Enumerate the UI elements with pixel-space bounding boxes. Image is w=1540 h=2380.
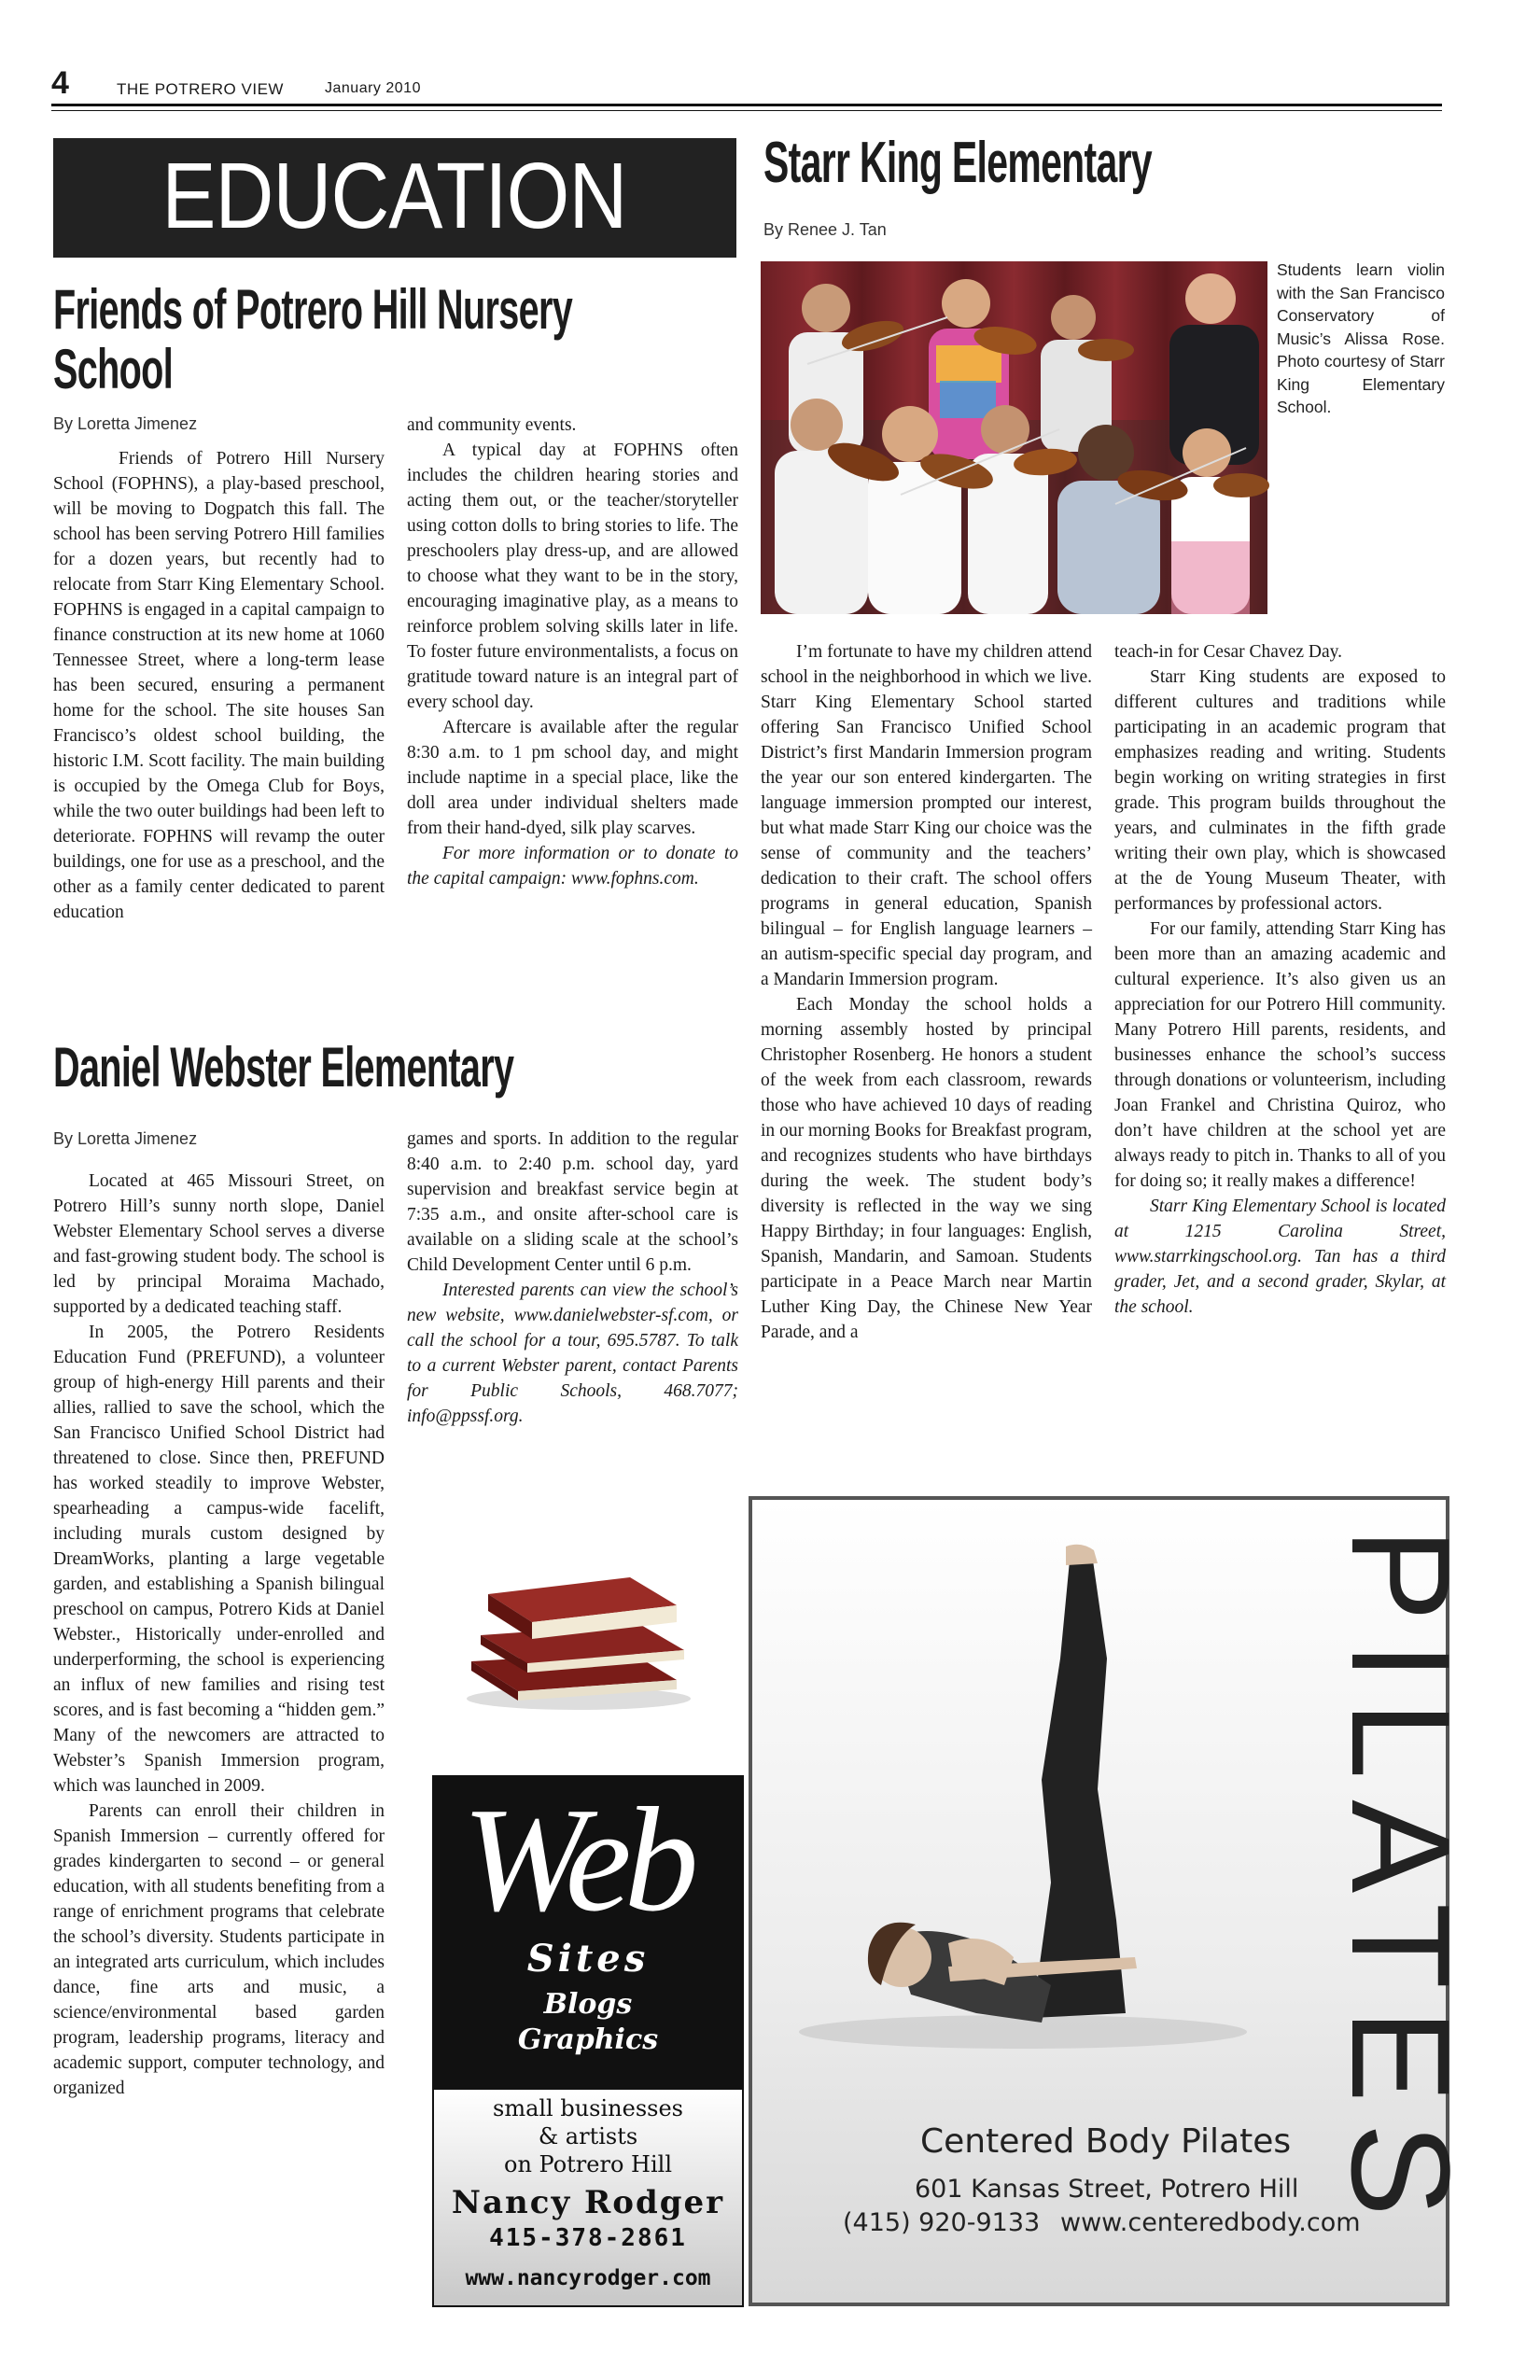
paragraph: teach-in for Cesar Chavez Day. xyxy=(1114,642,1342,662)
paragraph: Starr King students are exposed to different cultures and traditions while participating in an academic program that emphasizes reading and writing. Students begin working on writing strategies in first grade. This program builds throughout the years, and culminates in the fifth grade writing their own play, which is showcased at the de Young Museum Theater, with performances by professional actors. xyxy=(1114,667,1446,914)
paragraph: A typical day at FOPHNS often includes the children hearing stories and acting them out, or the teacher/storyteller using cotton dolls to bring stories to life. The preschoolers play dress-up, and are allowed to choose what they want to be in the story, encouraging imaginative play, as a means to reinforce problem solving skills later in life. To foster future environmentalists, a focus on gratitude toward nature is an integral part of every school day. xyxy=(407,441,738,712)
ad-web-sites xyxy=(432,1775,744,2307)
byline-fophns: By Loretta Jimenez xyxy=(53,414,198,433)
headline-fophns xyxy=(53,280,572,399)
header-rule-thin xyxy=(51,110,1442,111)
paragraph-italic: Starr King Elementary School is located at 1215 Carolina Street, www.starrkingschool.org. Tan has a third grader, Jet, and a second grader, Skylar, at the school. xyxy=(1114,1197,1446,1317)
ad-web-word: Web xyxy=(462,1776,692,1942)
pilates-address: 601 Kansas Street, Potrero Hill xyxy=(915,2175,1299,2204)
headline-fophns-line1: Friends of Potrero Hill Nursery xyxy=(53,278,573,341)
fophns-col1 xyxy=(53,446,385,925)
paper-name: THE POTRERO VIEW xyxy=(117,80,284,98)
paragraph-italic: For more information or to donate to the capital campaign: www.fophns.com. xyxy=(407,844,738,889)
fophns-col2 xyxy=(407,413,738,891)
webster-col1 xyxy=(53,1169,385,2101)
books-image xyxy=(443,1549,714,1717)
paragraph-italic: Interested parents can view the school’s new website, www.danielwebster-sf.com, or call the school for a tour, 695.5787. To talk to a current Webster parent, contact Parents for Public Schools, 468.7077; info@ppssf.org. xyxy=(407,1281,738,1426)
ad-web-name: Nancy Rodger xyxy=(451,2184,725,2221)
starr-col1 xyxy=(761,639,1092,1345)
ad-web-graphics: Graphics xyxy=(517,2023,659,2056)
paragraph: Each Monday the school holds a morning assembly hosted by principal Christopher Rosenberg. He honors a student of the week from each classroom, rewards those who have achieved 10 days of reading in our morning Books for Breakfast program, and recognizes students who have birthdays during the week. The student body’s diversity is reflected in the way we sing Happy Birthday; in four languages: English, Spanish, Mandarin, and Samoan. Students participate in a Peace March near Martin Luther King Day, the Chinese New Year Parade, and a xyxy=(761,995,1092,1342)
ad-web-sites: Sites xyxy=(526,1937,650,1981)
byline-starr-king: By Renee J. Tan xyxy=(763,220,887,239)
paragraph: Aftercare is available after the regular 8:30 a.m. to 1 pm school day, and might include naptime in a special place, like the doll area under individual shelters made from their hand-dyed, silk play scarves. xyxy=(407,718,738,838)
page-number: 4 xyxy=(51,65,69,101)
issue-date: January 2010 xyxy=(325,80,421,96)
paragraph: and community events. xyxy=(407,415,577,435)
headline-webster: Daniel Webster Elementary xyxy=(53,1036,514,1099)
pilates-name: Centered Body Pilates xyxy=(920,2122,1292,2161)
ad-web-url: www.nancyrodger.com xyxy=(465,2266,711,2290)
paragraph: For our family, attending Starr King has been more than an amazing academic and cultural experience. It’s also given us an appreciation for our Potrero Hill community. Many Potrero Hill parents, residents, and businesses enhance the school’s success through donations or volunteerism, including Joan Frankel and Christina Quiroz, who don’t have children at the school yet are always ready to pitch in. Thanks to all of you for doing so; it really makes a difference! xyxy=(1114,919,1446,1191)
pilates-phone: (415) 920-9133 xyxy=(843,2208,1041,2237)
header-rule xyxy=(51,104,1442,106)
page-header xyxy=(51,65,1442,105)
webster-col2 xyxy=(407,1127,738,1429)
paragraph: Parents can enroll their children in Spanish Immersion – currently offered for grades kindergarten to second – or general education, with all students benefiting from a range of enrichment programs that celebrate the school’s diversity. Students participate in an integrated arts curriculum, which includes dance, fine arts and music, a science/environmental based garden program, leadership programs, literacy and academic support, computer technology, and organized xyxy=(53,1801,385,2098)
ad-web-tag3: on Potrero Hill xyxy=(504,2151,672,2177)
ad-web-blogs: Blogs xyxy=(543,1988,633,2021)
ad-web-tagline xyxy=(434,2094,742,2178)
starr-col2 xyxy=(1114,639,1446,1320)
paragraph: games and sports. In addition to the regular 8:40 a.m. to 2:40 p.m. school day, yard supervision and breakfast service begin at 7:35 a.m., and onsite after-school care is available on a sliding scale at the school’s Child Development Center until 6 p.m. xyxy=(407,1129,738,1275)
ad-web-tag2: & artists xyxy=(538,2123,638,2149)
paragraph: Located at 465 Missouri Street, on Potrero Hill’s sunny north slope, Daniel Webster Elementary School serves a diverse and fast-growing student body. The school is led by principal Moraima Machado, supported by a dedicated teaching staff. xyxy=(53,1171,385,1317)
ad-web-tag1: small businesses xyxy=(493,2095,683,2121)
byline-webster: By Loretta Jimenez xyxy=(53,1129,198,1148)
pilates-url: www.centeredbody.com xyxy=(1060,2208,1361,2237)
violin-class-photo xyxy=(761,261,1267,614)
section-banner xyxy=(53,138,736,258)
headline-fophns-line2: School xyxy=(53,338,174,400)
ad-web-phone: 415-378-2861 xyxy=(489,2224,687,2252)
pilates-figure xyxy=(790,1547,1256,2069)
headline-starr-king: Starr King Elementary xyxy=(763,131,1152,195)
paragraph: In 2005, the Potrero Residents Education Fund (PREFUND), a volunteer group of high-energy Hill parents and their allies, rallied to save the school, which the San Francisco Unified School District had threatened to close. Since then, PREFUND has worked steadily to improve Webster, spearheading a campus-wide facelift, including murals custom designed by DreamWorks, planting a large vegetable garden, and establishing a Spanish bilingual preschool on campus, Potrero Kids at Daniel Webster., Historically under-enrolled and underperforming, the school is experiencing an influx of new families and rising test scores, and is fast becoming a “hidden gem.” Many of the newcomers are attracted to Webster’s Spanish Immersion program, which was launched in 2009. xyxy=(53,1323,385,1796)
paragraph: Friends of Potrero Hill Nursery School (FOPHNS), a play-based preschool, will be moving to Dogpatch this fall. The school has been serving Potrero Hill families for a dozen years, but recently had to relocate from Starr King Elementary School. FOPHNS is engaged in a capital campaign to finance construction at its new home at 1060 Tennessee Street, where a long-term lease has been secured, ensuring a permanent home for the school. The site houses San Francisco’s oldest school building, the historic I.M. Scott facility. The main building is occupied by the Omega Club for Boys, while the two outer buildings had been left to deteriorate. FOPHNS will revamp the outer buildings, one for use as a preschool, and the other as a family center dedicated to parent education xyxy=(53,449,385,922)
photo-caption: Students learn violin with the San Francisco Conservatory of Music’s Alissa Rose. Photo courtesy of Starr King Elementary School. xyxy=(1277,260,1445,416)
paragraph: I’m fortunate to have my children attend school in the neighborhood in which we live. Starr King Elementary School started offering San Francisco Unified School District’s first Mandarin Immersion program the year our son entered kindergarten. The language immersion prompted our interest, but what made Starr King our choice was the sense of community and the teachers’ dedication to their craft. The school offers programs in general education, Spanish bilingual – for English language learners – an autism-specific special day program, and a Mandarin Immersion program. xyxy=(761,642,1092,989)
section-banner-text: EDUCATION xyxy=(161,144,627,248)
ad-pilates xyxy=(749,1496,1479,2306)
pilates-vertical-word: PILATES xyxy=(1323,1528,1479,2237)
